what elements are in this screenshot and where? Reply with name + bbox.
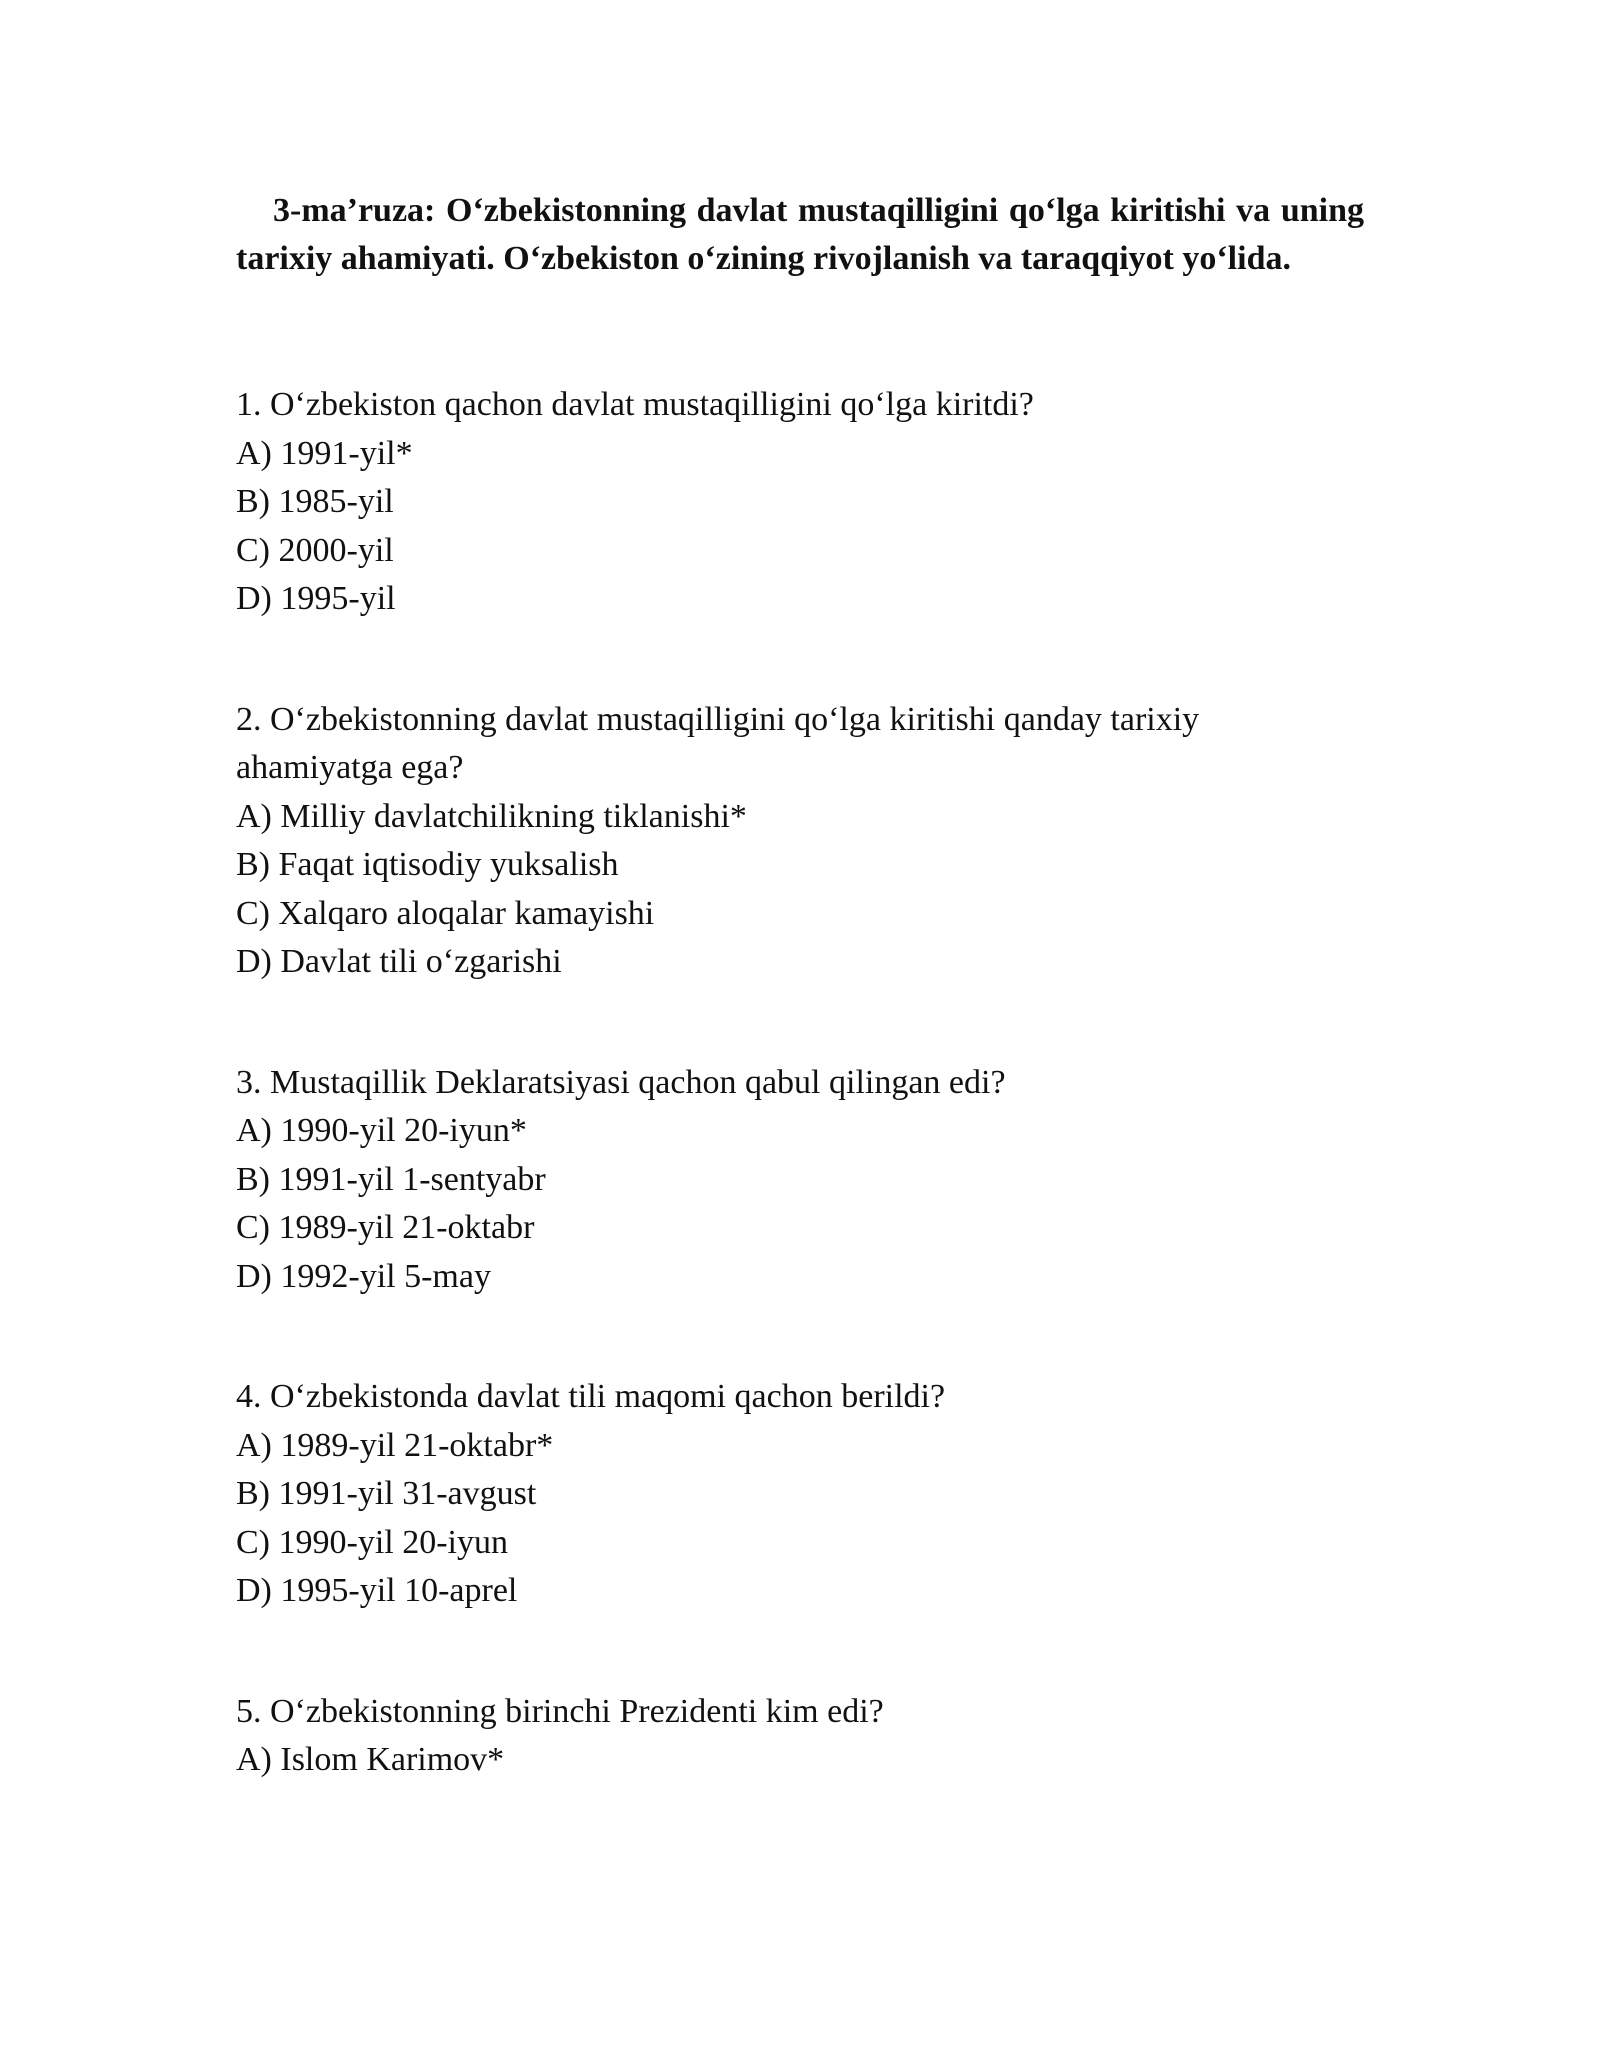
- question-3: [236, 1059, 1364, 1302]
- answer-option-b: B) 1985-yil: [236, 483, 394, 520]
- answer-option-d: D) 1992-yil 5-may: [236, 1257, 491, 1295]
- answer-option-c: C) 1989-yil 21-oktabr: [236, 1209, 535, 1246]
- lecture-title: 3-ma’ruza: O‘zbekistonning davlat mustaqilligini qo‘lga kiritishi va uning tarixiy ahamiyati. O‘zbekiston o‘zining rivojlanish va taraqqiyot yo‘lida.: [236, 192, 1364, 277]
- answer-option-a: A) 1989-yil 21-oktabr*: [236, 1426, 554, 1464]
- question-text: 1. O‘zbekiston qachon davlat mustaqilligini qo‘lga kiritdi?: [236, 386, 1034, 423]
- answer-option-a: A) 1990-yil 20-iyun*: [236, 1112, 527, 1149]
- answer-option-d: D) 1995-yil 10-aprel: [236, 1572, 518, 1609]
- answer-option-b: B) 1991-yil 31-avgust: [236, 1475, 537, 1512]
- question-text: 5. O‘zbekistonning birinchi Prezidenti kim edi?: [236, 1692, 884, 1730]
- answer-option-a: A) 1991-yil*: [236, 434, 413, 472]
- answer-option-c: C) 2000-yil: [236, 531, 394, 569]
- question-list: [236, 381, 1364, 1785]
- answer-option-c: C) Xalqaro aloqalar kamayishi: [236, 894, 655, 932]
- answer-option-d: D) Davlat tili o‘zgarishi: [236, 943, 562, 980]
- answer-option-a: A) Islom Karimov*: [236, 1741, 505, 1778]
- answer-option-b: B) Faqat iqtisodiy yuksalish: [236, 846, 619, 883]
- answer-option-c: C) 1990-yil 20-iyun: [236, 1523, 508, 1561]
- answer-option-a: A) Milliy davlatchilikning tiklanishi*: [236, 797, 747, 835]
- answer-option-d: D) 1995-yil: [236, 580, 396, 617]
- question-text: 4. O‘zbekistonda davlat tili maqomi qachon berildi?: [236, 1378, 946, 1415]
- question-text: 2. O‘zbekistonning davlat mustaqilligini qo‘lga kiritishi qanday tarixiy ahamiyatga ega?: [236, 700, 1200, 786]
- question-1: [236, 381, 1364, 624]
- question-4: [236, 1373, 1364, 1616]
- document-page: [236, 187, 1364, 1857]
- question-2: [236, 696, 1364, 987]
- question-text: 3. Mustaqillik Deklaratsiyasi qachon qabul qilingan edi?: [236, 1063, 1006, 1101]
- answer-option-b: B) 1991-yil 1-sentyabr: [236, 1160, 546, 1198]
- question-5: [236, 1688, 1364, 1785]
